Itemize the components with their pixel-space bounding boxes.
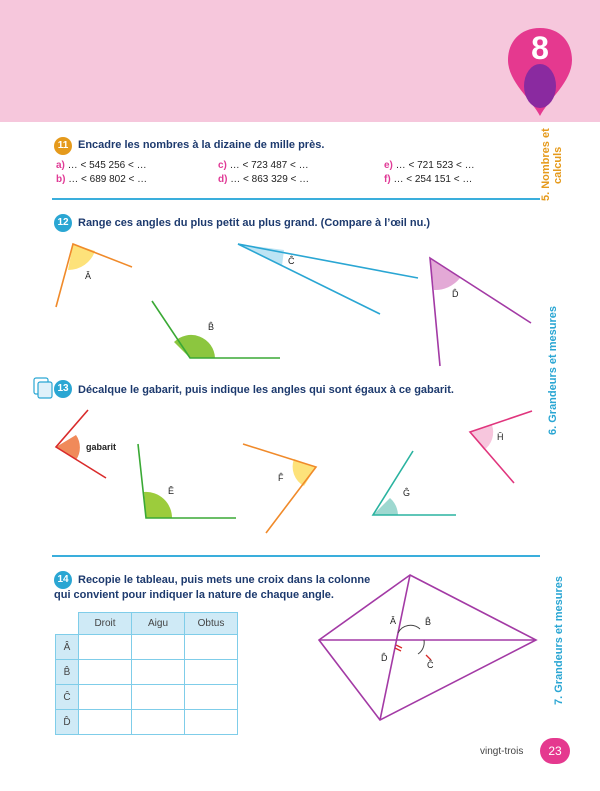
ex11-item-b: b) … < 689 802 < … bbox=[56, 174, 148, 185]
header-droit: Droit bbox=[79, 613, 132, 635]
angle-label-c: Ĉ bbox=[288, 256, 295, 266]
kite-label-d: D̂ bbox=[381, 653, 388, 663]
arc-a bbox=[398, 625, 420, 633]
ex11-item-c: c) … < 723 487 < … bbox=[218, 160, 309, 171]
side-tab-grandeurs-mesures-6: 6. Grandeurs et mesures bbox=[547, 305, 559, 435]
exercise-number-14: 14 bbox=[54, 571, 72, 589]
side-tab-nombres-calculs: 5. Nombres et calculs bbox=[540, 128, 564, 202]
exercise-14-title-line2: qui convient pour indiquer la nature de chaque angle. bbox=[54, 589, 334, 601]
kite-label-b: B̂ bbox=[425, 617, 432, 627]
angle-label-d: D̂ bbox=[452, 289, 459, 299]
header-aigu: Aigu bbox=[132, 613, 185, 635]
ex11-item-f: f) … < 254 151 < … bbox=[384, 174, 473, 185]
exercise-11-title: Encadre les nombres à la dizaine de mille près. bbox=[78, 139, 325, 151]
angle-label-a: Â bbox=[85, 271, 92, 281]
row-label-a: Â bbox=[56, 635, 79, 660]
exercise-12-title: Range ces angles du plus petit au plus grand. (Compare à l’œil nu.) bbox=[78, 217, 431, 229]
kite-diagonal-vertical bbox=[380, 575, 410, 720]
arc-c bbox=[418, 640, 424, 654]
row-label-d: D̂ bbox=[56, 710, 79, 735]
exercise-13-title: Décalque le gabarit, puis indique les angles qui sont égaux à ce gabarit. bbox=[78, 384, 454, 396]
angle-label-f: F̂ bbox=[278, 473, 284, 483]
ex11-item-d: d) … < 863 329 < … bbox=[218, 174, 310, 185]
row-label-b: B̂ bbox=[56, 660, 79, 685]
gabarit-label: gabarit bbox=[86, 442, 117, 452]
unit-number: 8 bbox=[531, 30, 549, 66]
kite-outline bbox=[319, 575, 536, 720]
angle-label-g: Ĝ bbox=[403, 488, 411, 498]
exercise-number-13: 13 bbox=[54, 380, 72, 398]
kite-label-c: Ĉ bbox=[427, 660, 434, 670]
angle-label-e: Ê bbox=[168, 486, 175, 496]
page-number-word: vingt-trois bbox=[480, 746, 524, 757]
side-tab-grandeurs-mesures-7: 7. Grandeurs et mesures bbox=[553, 575, 565, 705]
angle-label-h: Ĥ bbox=[497, 432, 504, 442]
ex11-item-e: e) … < 721 523 < … bbox=[384, 160, 475, 171]
header-obtus: Obtus bbox=[185, 613, 238, 635]
ex11-item-a: a) … < 545 256 < … bbox=[56, 160, 147, 171]
page-number-badge: 23 bbox=[540, 738, 570, 764]
kite-label-a: Â bbox=[390, 616, 397, 626]
exercise-number-11: 11 bbox=[54, 137, 72, 155]
exercise-14-title-line1: Recopie le tableau, puis mets une croix dans la colonne bbox=[78, 574, 371, 586]
angle-label-b: B̂ bbox=[208, 322, 215, 332]
exercise-number-12: 12 bbox=[54, 214, 72, 232]
row-label-c: Ĉ bbox=[56, 685, 79, 710]
